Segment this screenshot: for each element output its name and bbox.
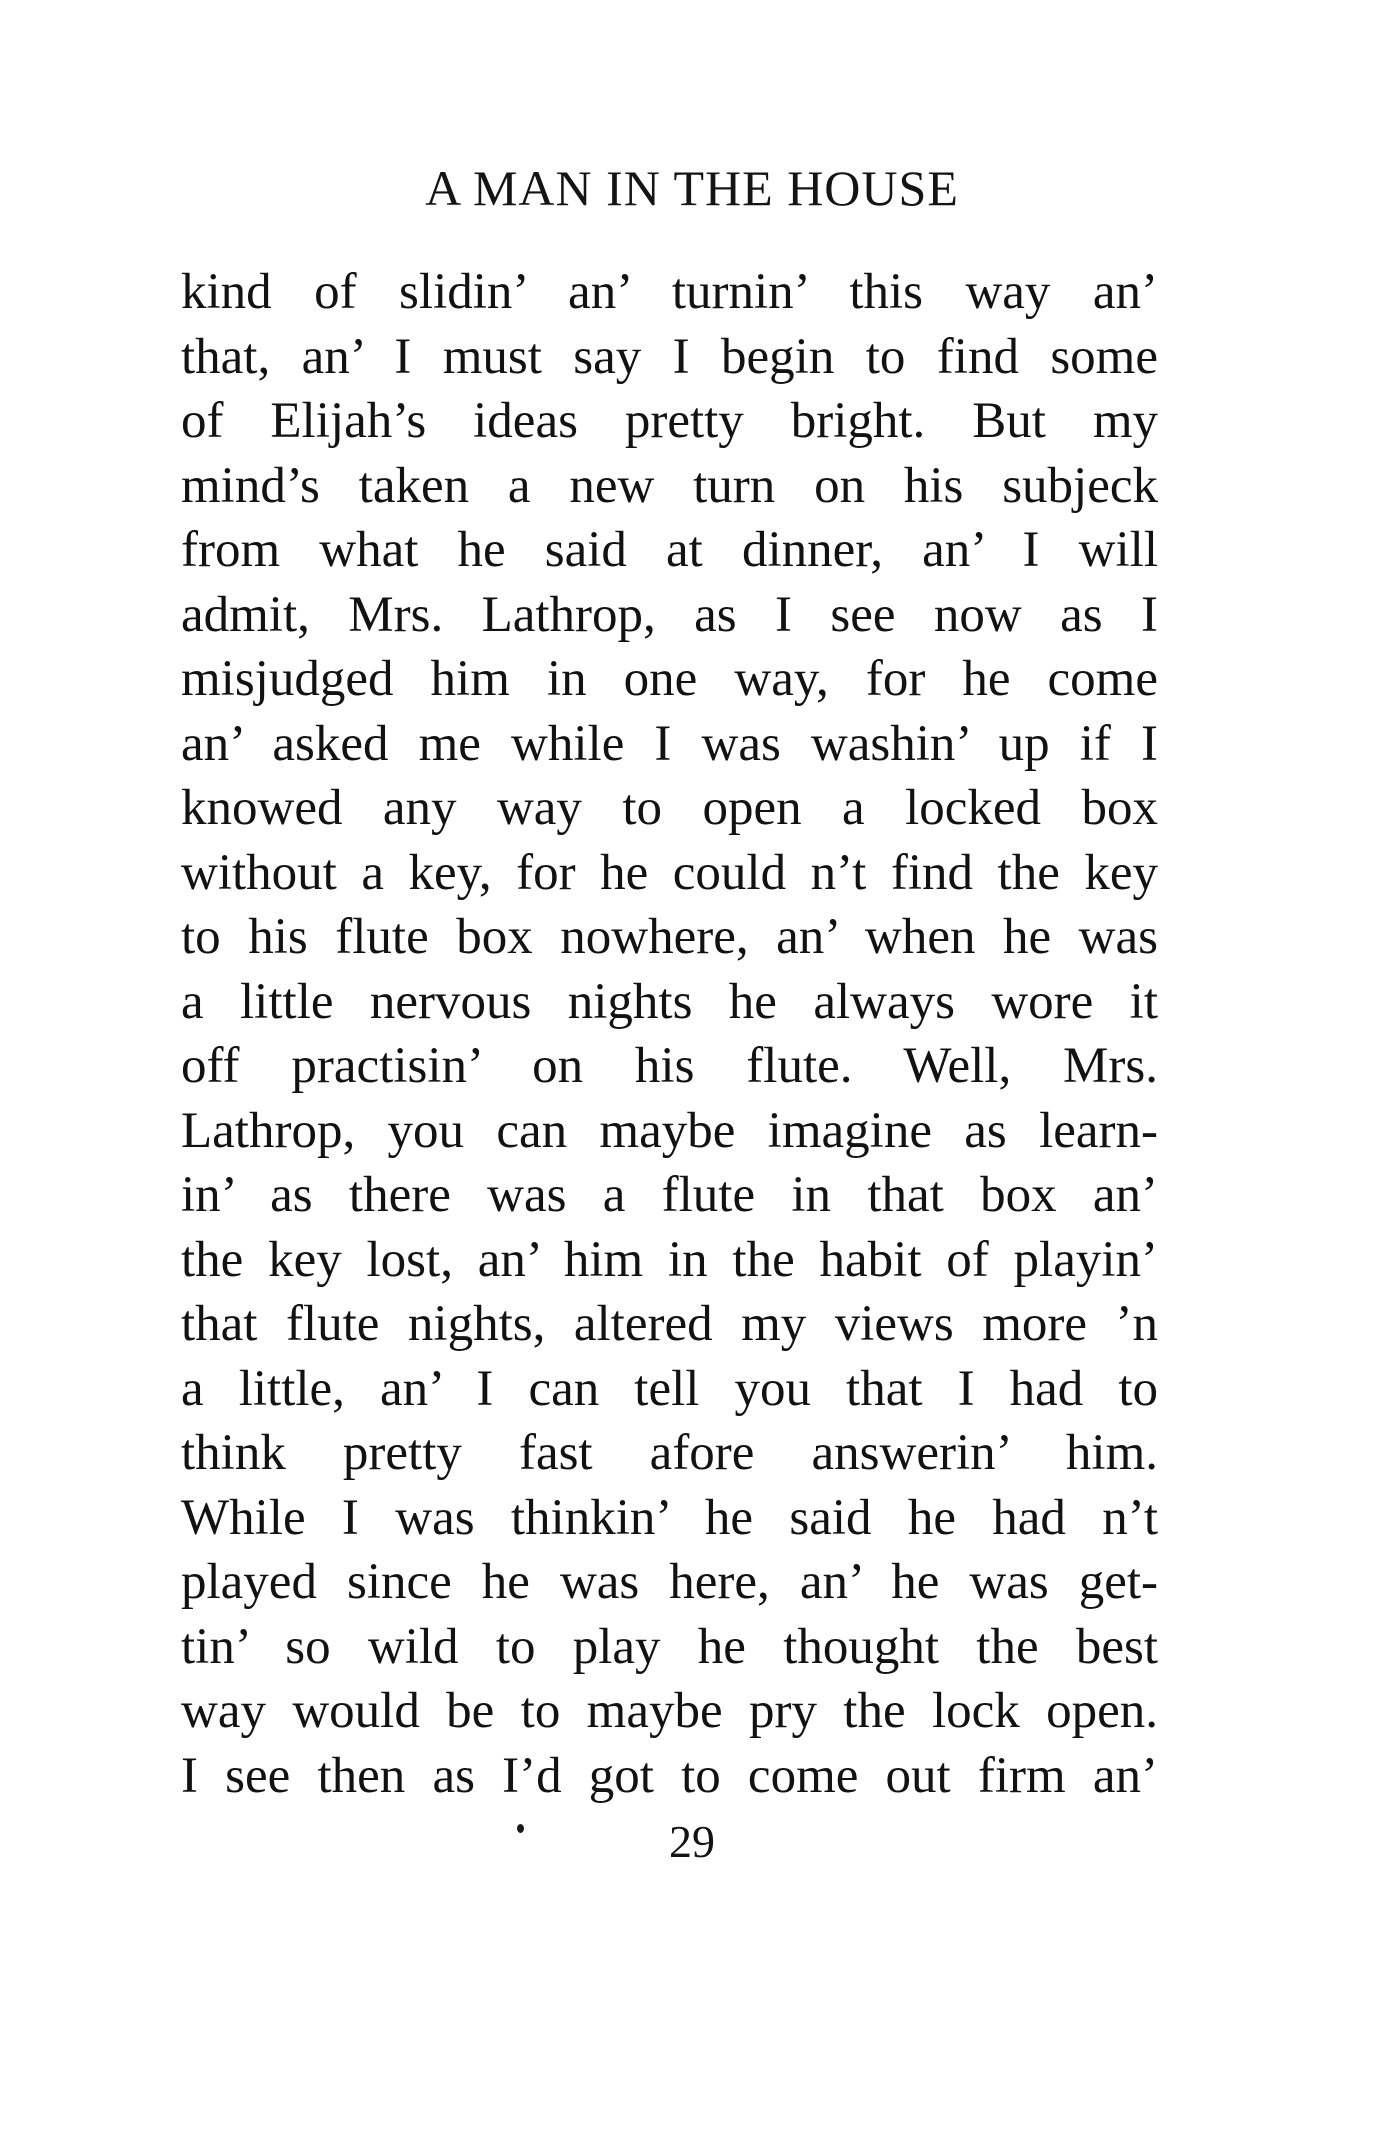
text-line: misjudged him in one way, for he come [181,651,1158,707]
text-line: mind’s taken a new turn on his subjeck [181,457,1158,514]
text-line: kind of slidin’ an’ turnin’ this way an’ [181,264,1158,320]
text-line: While I was thinkin’ he said he had n’t [181,1489,1158,1546]
text-line: in’ as there was a flute in that box an’ [181,1167,1158,1223]
text-line: tin’ so wild to play he thought the best [181,1618,1158,1675]
text-line: that flute nights, altered my views more ’n [181,1296,1158,1352]
text-line: the key lost, an’ him in the habit of playin’ [181,1231,1158,1288]
text-line: that, an’ I must say I begin to find some [181,328,1158,385]
text-line: a little, an’ I can tell you that I had to [181,1360,1158,1417]
body-text [181,260,1158,1808]
text-line: I see then as I’d got to come out firm an’ [181,1747,1158,1804]
text-line: an’ asked me while I was washin’ up if I [181,715,1158,772]
page-number: 29 [669,1816,715,1867]
text-line: Lathrop, you can maybe imagine as learn- [181,1102,1158,1159]
text-line: think pretty fast afore answerin’ him. [181,1425,1158,1481]
text-line: knowed any way to open a locked box [181,780,1158,836]
text-line: of Elijah’s ideas pretty bright. But my [181,393,1158,449]
text-line: admit, Mrs. Lathrop, as I see now as I [181,586,1158,643]
text-line: to his flute box nowhere, an’ when he was [181,909,1158,965]
text-line: way would be to maybe pry the lock open. [181,1683,1158,1739]
text-line: without a key, for he could n’t find the key [181,844,1158,901]
text-line: a little nervous nights he always wore it [181,973,1158,1030]
running-head: A MAN IN THE HOUSE [425,160,959,216]
text-line: off practisin’ on his flute. Well, Mrs. [181,1038,1158,1094]
text-line: from what he said at dinner, an’ I will [181,522,1158,578]
text-line: played since he was here, an’ he was get- [181,1554,1158,1610]
